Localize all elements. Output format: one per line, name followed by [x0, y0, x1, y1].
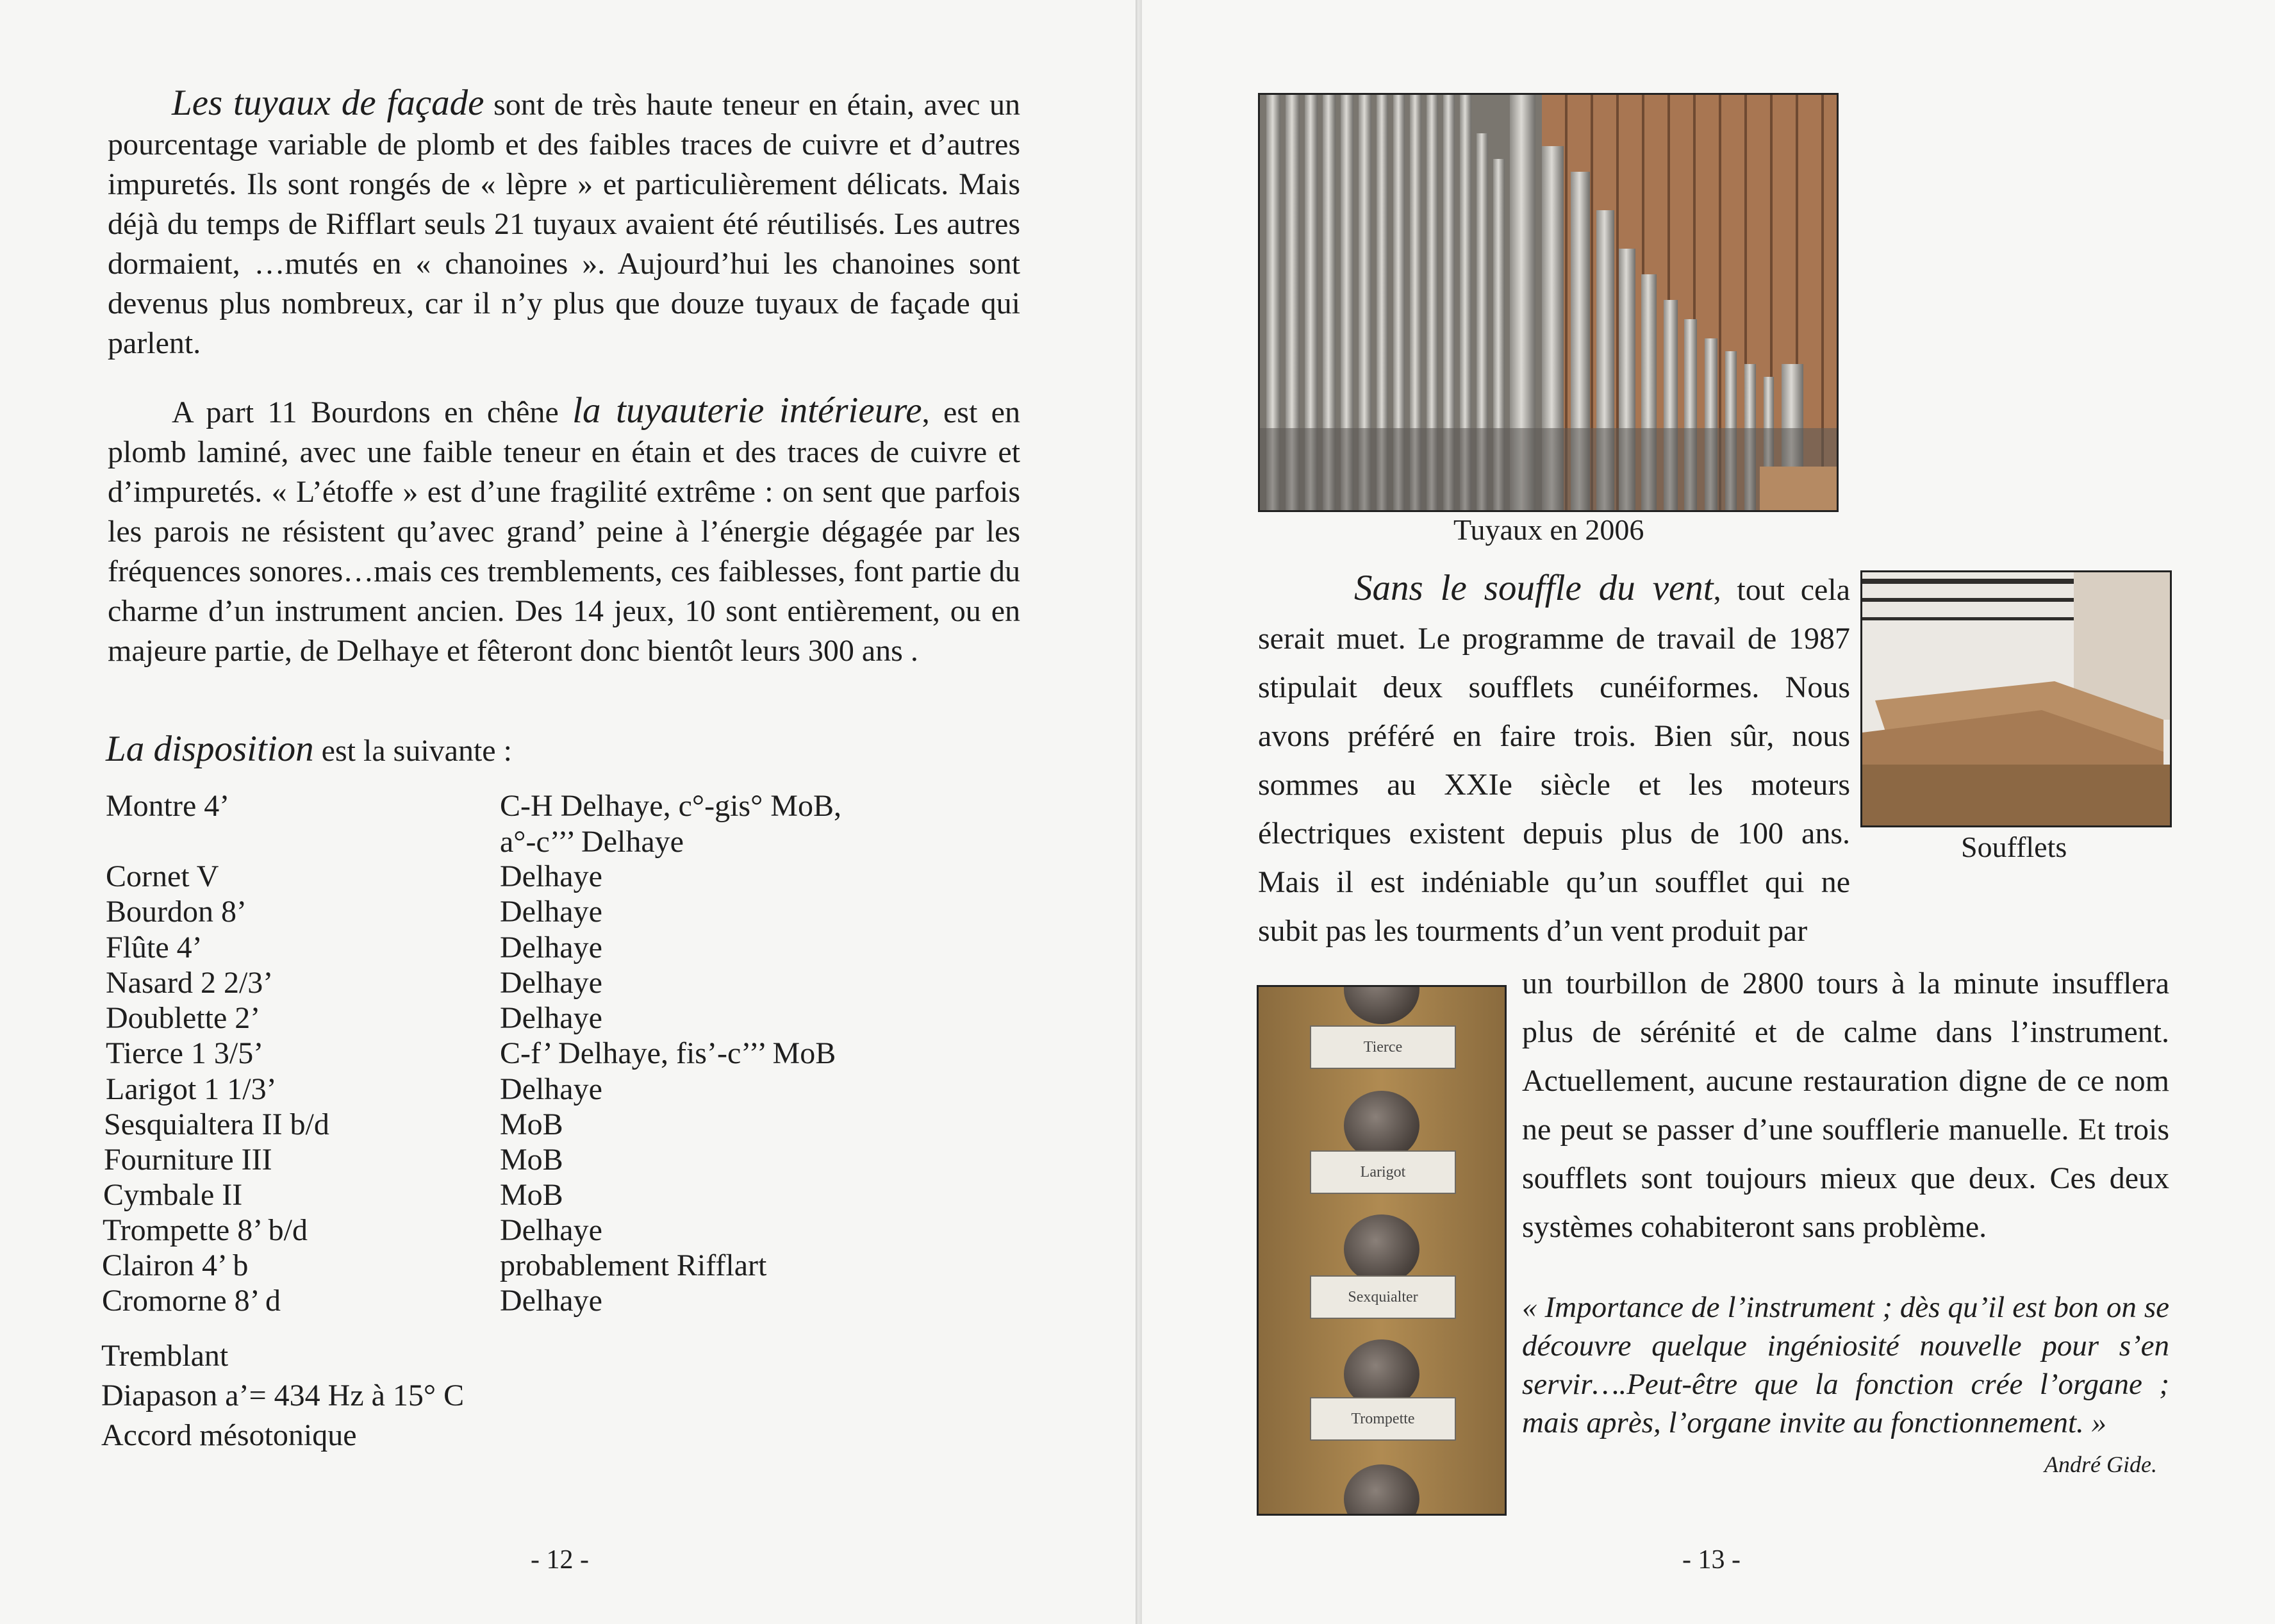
photo-caption-bellows: Soufflets [1961, 831, 2067, 863]
stop-name: Trompette 8’ b/d [103, 1213, 308, 1247]
stop-source: Delhaye [500, 859, 602, 893]
stop-source: Delhaye [500, 931, 602, 965]
stop-source: probablement Rifflart [500, 1248, 767, 1282]
italic-phrase: la tuyauterie intérieure [572, 390, 922, 431]
stop-name: Flûte 4’ [106, 931, 203, 965]
stop-name: Sesquialtera II b/d [104, 1107, 329, 1141]
stop-name: Bourdon 8’ [106, 895, 247, 929]
stop-label-sexquialter: Sexquialter [1310, 1275, 1456, 1319]
quote-author: André Gide. [2044, 1452, 2157, 1477]
stop-knob [1344, 1091, 1419, 1160]
stop-knob [1344, 985, 1419, 1024]
disposition-heading [106, 729, 1003, 771]
paragraph-facade-pipes [108, 83, 1020, 363]
stop-name: Montre 4’ [106, 789, 230, 823]
book-gutter [1136, 0, 1142, 1624]
gide-quote: « Importance de l’instrument ; dès qu’il est bon on se découvre quelque ingéniosité nouvelle pour s’en servir….Peut-être que la fonction crée l’organe ; mais après, l’organe invite au fonctionnement. » [1522, 1291, 2169, 1439]
left-page [0, 0, 1136, 1624]
stop-source: Delhaye [500, 895, 602, 929]
stop-source: MoB [500, 1107, 563, 1141]
paragraph-text: , tout cela serait muet. Le programme de travail de 1987 stipulait deux soufflets cunéiformes. Nous avons préféré en faire trois. Bien sûr, nous sommes au XXIe siècle et les moteurs électriques existent depuis plus de 100 ans. Mais il est indéniable qu’un soufflet qui ne subit pas les tourments d’un vent produit par [1258, 573, 1851, 948]
stop-label-trompette: Trompette [1310, 1397, 1456, 1441]
stop-name: Cymbale II [103, 1178, 243, 1212]
italic-lead: Les tuyaux de façade [172, 83, 484, 123]
stop-name: Tierce 1 3/5’ [106, 1036, 264, 1070]
disposition-heading-italic: La disposition [106, 729, 314, 769]
stop-name: Fourniture III [104, 1143, 272, 1177]
stop-source: C-f’ Delhaye, fis’-c’’’ MoB [500, 1036, 836, 1070]
stop-name: Cromorne 8’ d [102, 1284, 281, 1318]
stop-source: Delhaye [500, 1213, 602, 1247]
paragraph-text-before: A part 11 Bourdons en chêne [172, 395, 573, 429]
page-number-right: - 13 - [1682, 1545, 1741, 1575]
photo-caption-pipes: Tuyaux en 2006 [1453, 513, 1644, 546]
stop-source: MoB [500, 1143, 563, 1177]
paragraph-text-after: , est en plomb laminé, avec une faible teneur en étain et des traces de cuivre et d’impuretés. « L’étoffe » est d’une fragilité extrême : on sent que parfois les parois ne résistent qu’avec grand’ peine à l’énergie dégagée par les fréquences sonores…mais ces tremblements, ces faiblesses, font partie du charme d’un instrument ancien. Des 14 jeux, 10 sont entièrement, ou en majeure partie, de Delhaye et fêteront donc bientôt leurs 300 ans . [108, 395, 1020, 668]
italic-lead: Sans le souffle du vent [1354, 568, 1714, 608]
stop-source-continued: a°-c’’’ Delhaye [500, 825, 684, 859]
organ-pipes-photo [1258, 93, 1839, 512]
paragraph-text: sont de très haute teneur en étain, avec un pourcentage variable de plomb et des faibles traces de cuivre et d’autres impuretés. Ils sont rongés de « lèpre » et particulièrement délicats. Mais déjà du temps de Rifflart seuls 21 tuyaux avaient été réutilisés. Les autres dormaient, …mutés en « chanoines ». Aujourd’hui les chanoines sont devenus plus nombreux, car il n’y plus que douze tuyaux de façade qui parlent. [108, 88, 1020, 360]
extra-info [101, 1336, 464, 1455]
paragraph-interior-pipes [108, 391, 1020, 671]
organ-pipes-illustration [1260, 95, 1837, 510]
stop-source: C-H Delhaye, c°-gis° MoB, [500, 789, 841, 823]
stop-label-larigot: Larigot [1310, 1150, 1456, 1194]
stop-name: Nasard 2 2/3’ [106, 966, 274, 1000]
stop-name: Doublette 2’ [106, 1001, 261, 1035]
paragraph-bellows: un tourbillon de 2800 tours à la minute insufflera plus de sérénité et de calme dans l’instrument. Actuellement, aucune restauration digne de ce nom ne peut se passer d’une soufflerie manuelle. Et trois soufflets sont toujours mieux que deux. Ces deux systèmes cohabiteront sans problème. [1522, 966, 2169, 1244]
stop-source: Delhaye [500, 966, 602, 1000]
stop-knobs-photo [1257, 985, 1507, 1516]
stop-name: Clairon 4’ b [102, 1248, 249, 1282]
stop-name: Cornet V [106, 859, 219, 893]
paragraph-wind [1258, 564, 1850, 956]
disposition-heading-text: est la suivante : [313, 734, 512, 768]
stop-name: Larigot 1 1/3’ [106, 1072, 277, 1106]
tuning-line: Accord mésotonique [101, 1418, 357, 1452]
pitch-line: Diapason a’= 434 Hz à 15° C [101, 1379, 465, 1413]
stop-source: Delhaye [500, 1072, 602, 1106]
stop-source: MoB [500, 1178, 563, 1212]
stop-source: Delhaye [500, 1284, 602, 1318]
page-number-left: - 12 - [531, 1545, 589, 1575]
stop-source: Delhaye [500, 1001, 602, 1035]
tremulant-line: Tremblant [101, 1339, 229, 1373]
stop-knob [1344, 1214, 1419, 1284]
bellows-illustration [1862, 572, 2170, 825]
stop-label-tierce: Tierce [1310, 1025, 1456, 1069]
stop-knob [1344, 1464, 1419, 1516]
bellows-photo [1860, 570, 2172, 827]
